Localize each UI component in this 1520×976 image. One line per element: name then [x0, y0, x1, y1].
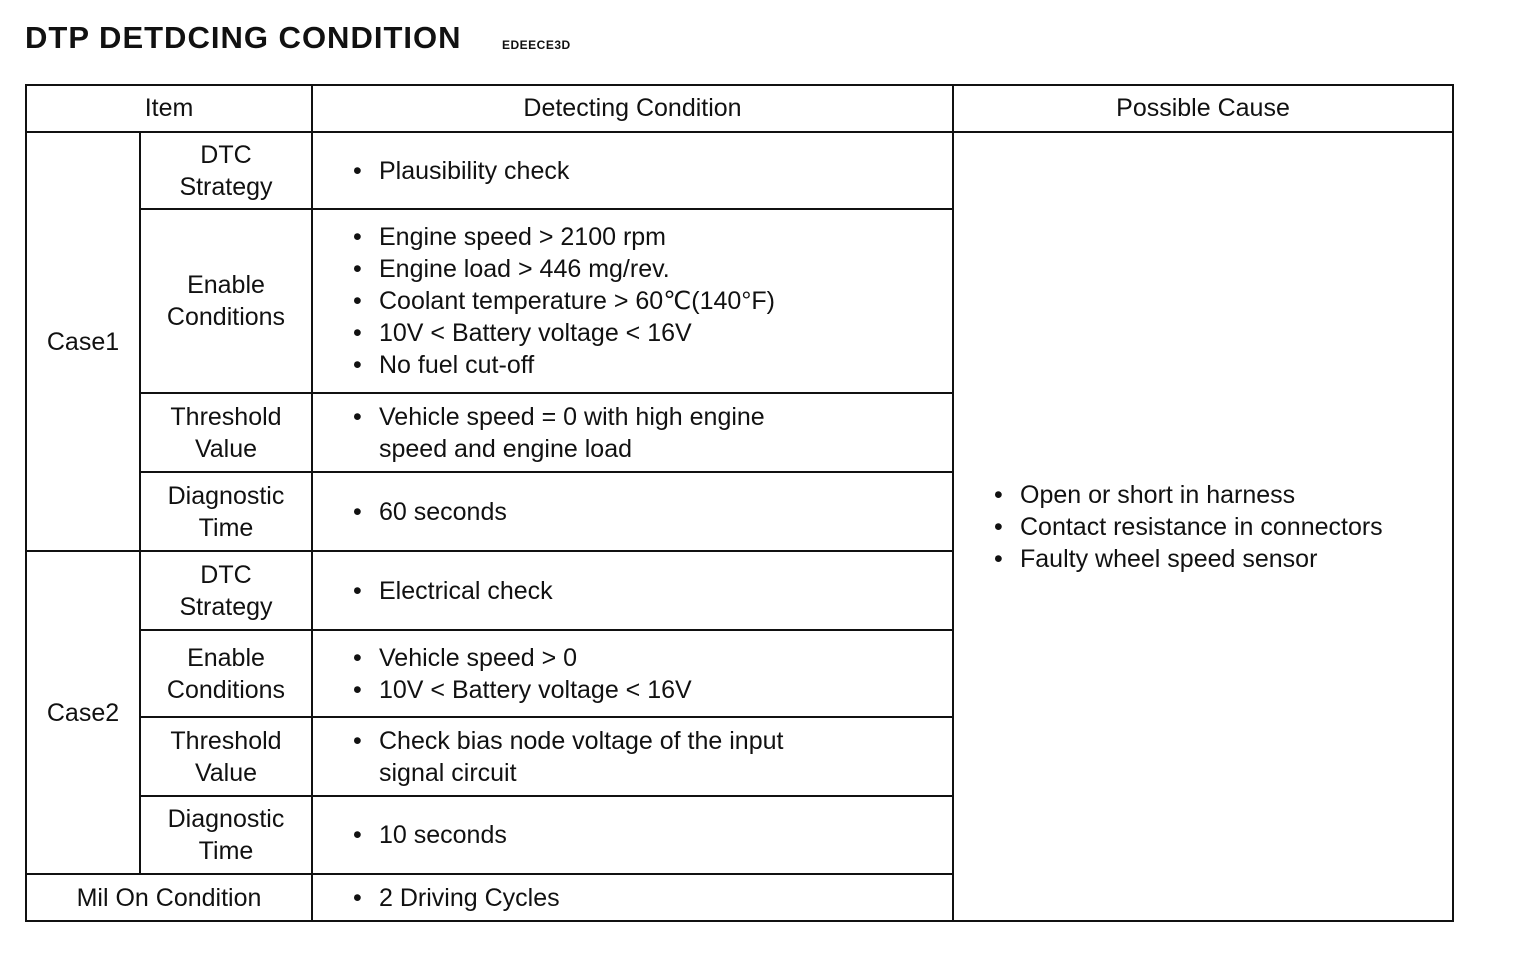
condition-item: • Vehicle speed = 0 with high engine speed and engine load	[353, 401, 952, 465]
condition-item: • Engine speed > 2100 rpm	[353, 221, 952, 253]
condition-cell	[312, 132, 953, 209]
item-label	[140, 209, 312, 393]
item-label	[140, 551, 312, 630]
possible-cause-cell	[953, 132, 1453, 921]
condition-list	[353, 496, 952, 528]
condition-item: • Plausibility check	[353, 155, 952, 187]
cause-list	[994, 479, 1452, 575]
item-text: Enable Conditions	[166, 643, 286, 704]
item-text: Diagnostic Time	[167, 481, 285, 542]
condition-list	[353, 575, 952, 607]
condition-cell	[312, 551, 953, 630]
cause-item: • Faulty wheel speed sensor	[994, 543, 1452, 575]
condition-list	[353, 401, 952, 465]
condition-list	[353, 642, 952, 706]
condition-cell	[312, 393, 953, 472]
condition-item: • Check bias node voltage of the input signal circuit	[353, 725, 952, 789]
page-title: DTP DETDCING CONDITION	[25, 20, 462, 55]
item-text: Enable Conditions	[166, 271, 286, 331]
condition-cell	[312, 472, 953, 551]
item-label	[140, 630, 312, 717]
condition-item: • 10V < Battery voltage < 16V	[353, 674, 952, 706]
condition-item: • Electrical check	[353, 575, 952, 607]
item-label	[140, 472, 312, 551]
condition-item: • 2 Driving Cycles	[353, 882, 952, 914]
header-detecting-condition: Detecting Condition	[312, 85, 953, 132]
condition-list	[353, 882, 952, 914]
item-text: DTC Strategy	[179, 560, 273, 621]
mil-label: Mil On Condition	[26, 874, 312, 921]
condition-item: • Coolant temperature > 60℃(140°F)	[353, 285, 952, 317]
condition-item: • No fuel cut-off	[353, 349, 952, 381]
case-label: Case1	[26, 132, 140, 551]
condition-cell	[312, 630, 953, 717]
item-text: Diagnostic Time	[167, 805, 285, 865]
item-text: Threshold Value	[170, 726, 282, 787]
condition-list	[353, 155, 952, 187]
item-text: DTC Strategy	[179, 140, 273, 201]
condition-item: • 10V < Battery voltage < 16V	[353, 317, 952, 349]
cause-item: • Contact resistance in connectors	[994, 511, 1452, 543]
case-label: Case2	[26, 551, 140, 874]
header-item: Item	[26, 85, 312, 132]
header-possible-cause: Possible Cause	[953, 85, 1453, 132]
cause-item: • Open or short in harness	[994, 479, 1452, 511]
item-label	[140, 717, 312, 796]
condition-cell	[312, 209, 953, 393]
condition-list	[353, 221, 952, 381]
item-label	[140, 796, 312, 874]
condition-list	[353, 725, 952, 789]
document-code: EDEECE3D	[502, 38, 571, 52]
item-label	[140, 132, 312, 209]
table-header-row	[26, 85, 1453, 132]
condition-item: • 60 seconds	[353, 496, 952, 528]
table-row	[26, 132, 1453, 209]
condition-cell	[312, 796, 953, 874]
item-text: Threshold Value	[170, 402, 282, 463]
condition-item: • Engine load > 446 mg/rev.	[353, 253, 952, 285]
item-label	[140, 393, 312, 472]
condition-cell	[312, 717, 953, 796]
condition-cell	[312, 874, 953, 921]
dtc-condition-table	[25, 84, 1454, 922]
condition-item: • 10 seconds	[353, 819, 952, 851]
condition-list	[353, 819, 952, 851]
condition-item: • Vehicle speed > 0	[353, 642, 952, 674]
